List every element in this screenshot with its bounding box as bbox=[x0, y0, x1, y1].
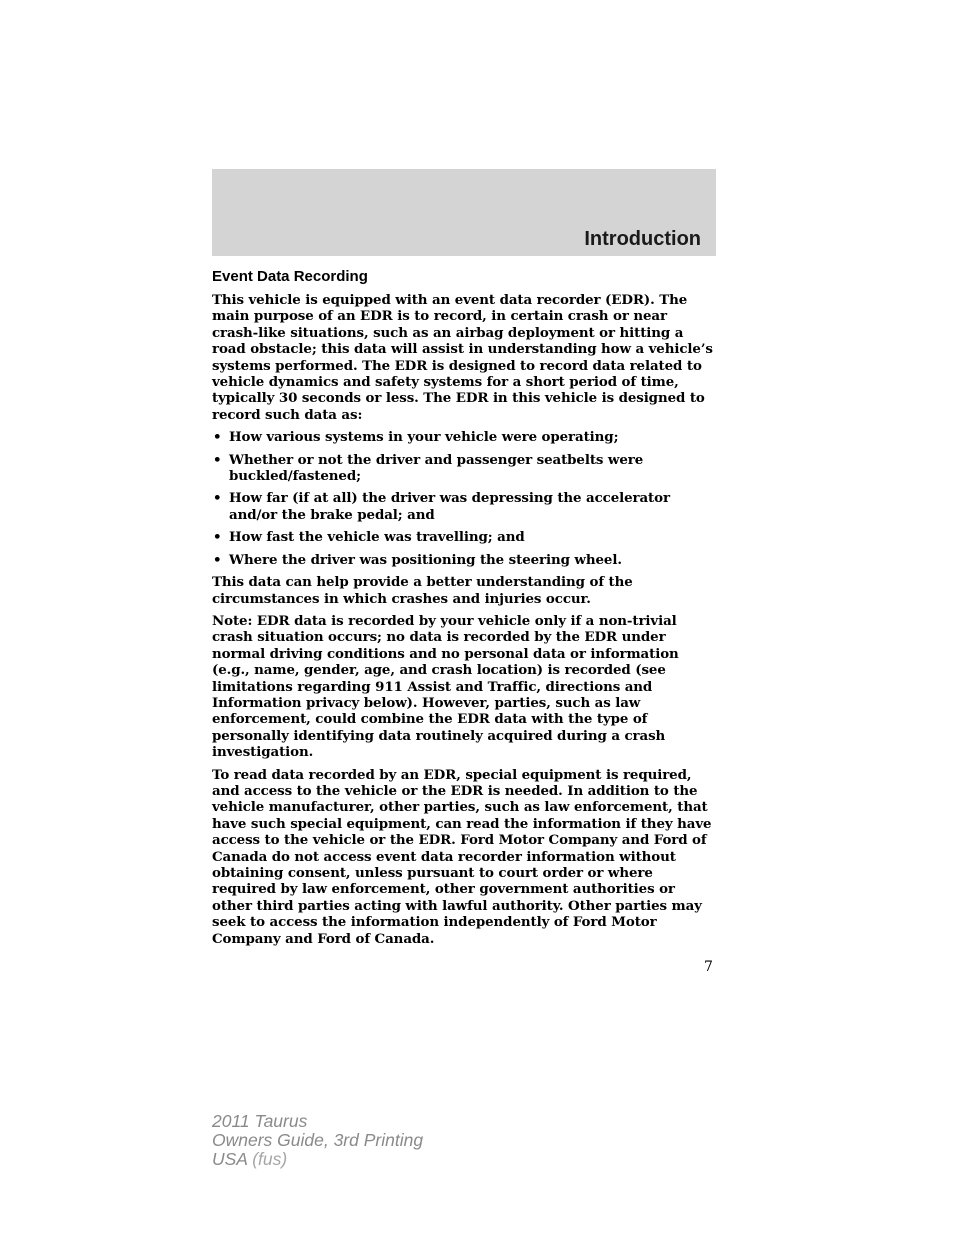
intro-paragraph: This vehicle is equipped with an event data recorder (EDR). The main purpose of an EDR is to record, in certain crash or near crash-like situations, such as an airbag deployment or hitting a road obstacle; this data will assist in understanding how a vehicle’s systems performed. The EDR is designed to record data related to vehicle dynamics and safety systems for a short period of time, typically 30 seconds or less. The EDR in this vehicle is designed to record such data as: bbox=[212, 292, 713, 423]
footer-model: 2011 Taurus bbox=[212, 1111, 308, 1131]
bullet-list bbox=[212, 429, 716, 568]
bullet-marker: • bbox=[213, 490, 222, 507]
list-item: • How various systems in your vehicle were operating; bbox=[213, 429, 619, 446]
section-title: Introduction bbox=[584, 228, 701, 250]
understanding-paragraph: This data can help provide a better understanding of the circumstances in which crashes and injuries occur. bbox=[212, 574, 633, 607]
footer-imprint bbox=[212, 1112, 423, 1169]
access-paragraph: To read data recorded by an EDR, special equipment is required, and access to the vehicle or the EDR is needed. In addition to the vehicle manufacturer, other parties, such as law enforcement, that have such special equipment, can read the information if they have access to the vehicle or the EDR. Ford Motor Company and Ford of Canada do not access event data recorder information without obtaining consent, unless pursuant to court order or where required by law enforcement, other government authorities or other third parties acting with lawful authority. Other parties may seek to access the information independently of Ford Motor Company and Ford of Canada. bbox=[212, 766, 712, 947]
list-item: • How far (if at all) the driver was depressing the accelerator and/or the brake pedal; and bbox=[213, 490, 670, 523]
bullet-marker: • bbox=[213, 451, 222, 468]
bullet-marker: • bbox=[213, 429, 222, 446]
footer-market: USA (fus) bbox=[212, 1149, 288, 1169]
list-item: • Whether or not the driver and passenger seatbelts were buckled/fastened; bbox=[213, 451, 644, 485]
footer-edition: Owners Guide, 3rd Printing bbox=[212, 1130, 424, 1150]
section-heading: Event Data Recording bbox=[212, 268, 368, 285]
bullet-marker: • bbox=[213, 551, 222, 568]
section-header-band bbox=[212, 169, 716, 256]
page-number: 7 bbox=[704, 959, 713, 975]
page-content bbox=[212, 268, 716, 953]
note-paragraph: Note: EDR data is recorded by your vehicle only if a non-trivial crash situation occurs; no data is recorded by the EDR under normal driving conditions and no personal data or information (e.g., name, gender, age, and crash location) is recorded (see limitations regarding 911 Assist and Traffic, directions and Information privacy below). However, parties, such as law enforcement, could combine the EDR data with the type of personally identifying data routinely acquired during a crash investigation. bbox=[212, 612, 679, 761]
list-item: • Where the driver was positioning the steering wheel. bbox=[213, 551, 622, 568]
bullet-marker: • bbox=[213, 529, 222, 546]
list-item: • How fast the vehicle was travelling; and bbox=[213, 529, 525, 546]
footer-market-code: (fus) bbox=[252, 1149, 288, 1169]
